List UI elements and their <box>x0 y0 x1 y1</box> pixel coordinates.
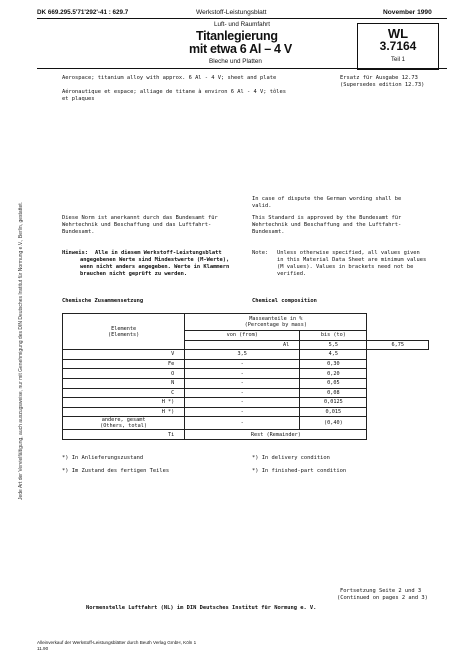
note-de-line-1: Alle in diesem Werkstoff-Leistungsblatt <box>95 250 222 256</box>
approval-en-line-1: This Standard is approved by the Bundesamt für <box>252 215 402 221</box>
table-row-titanium <box>63 430 429 440</box>
from-cell: - <box>185 407 300 417</box>
note-en-label: Note: <box>252 250 269 256</box>
chemistry-heading-de: Chemische Zusammensetzung <box>62 298 144 304</box>
footnote-de-2: *) Im Zustand des fertigen Teiles <box>62 468 170 474</box>
title-line-2: mit etwa 6 Al – 4 V <box>189 42 292 56</box>
table-row <box>63 369 429 379</box>
footer-sales-note: Alleinverkauf der Werkstoff-Leistungsblätter durch Beuth Verlag GmbH, Köln 1 <box>37 640 197 645</box>
approval-de-line-2: Wehrtechnik und Beschaffung und das Luftfahrt- <box>62 222 212 228</box>
from-cell: - <box>185 398 300 408</box>
element-cell: Al <box>185 340 300 350</box>
wl-number-box <box>357 23 439 70</box>
to-cell-others: (0,40) <box>300 417 367 430</box>
copyright-sidebar <box>6 100 46 500</box>
dk-number: DK 669.295.5'71'292'-41 : 629.7 <box>37 9 129 16</box>
english-title: Aerospace; titanium alloy with approx. 6 Al - 4 V; sheet and plate <box>62 75 277 81</box>
footer-code: 11.90 <box>37 646 49 651</box>
dispute-clause-line-1: In case of dispute the German wording shall be <box>252 196 402 202</box>
note-de-label: Hinweis: <box>62 250 88 256</box>
continued-de: Fortsetzung Seite 2 und 3 <box>340 588 422 594</box>
issue-date: November 1990 <box>383 9 432 16</box>
element-cell: Fe <box>63 359 185 369</box>
element-cell: N <box>63 378 185 388</box>
note-de-line-3: wenn nicht anders angegeben. Werte in Klammern <box>80 264 230 270</box>
wl-number: 3.7164 <box>379 39 417 53</box>
from-cell: - <box>185 388 300 398</box>
dispute-clause-line-2: valid. <box>252 203 272 209</box>
category-label: Luft- und Raumfahrt <box>214 21 271 28</box>
note-en-line-3: (M values). Values in brackets need not be <box>277 264 414 270</box>
footnote-en-2: *) In finished-part condition <box>252 468 347 474</box>
approval-de-line-3: Bundesamt. <box>62 229 95 235</box>
to-cell: 6,75 <box>367 340 429 350</box>
header-elements-de: Elemente <box>111 325 137 332</box>
from-cell-others: - <box>185 417 300 430</box>
document-type: Werkstoff-Leistungsblatt <box>196 9 267 16</box>
chemistry-heading-en: Chemical composition <box>252 298 317 304</box>
footnote-en-1: *) In delivery condition <box>252 455 330 461</box>
to-cell: 0,05 <box>300 378 367 388</box>
from-cell: - <box>185 359 300 369</box>
table-row <box>63 388 429 398</box>
from-cell: 5,5 <box>300 340 367 350</box>
to-cell: 0,30 <box>300 359 367 369</box>
from-cell: 3,5 <box>185 350 300 360</box>
remainder-cell: Rest (Remainder) <box>185 430 367 440</box>
element-cell: C <box>63 388 185 398</box>
continued-en: (Continued on pages 2 and 3) <box>337 595 428 601</box>
copyright-sidebar-text: Jede Art der Vervielfältigung, auch auszugsweise, nur mit Genehmigung des DIN Deutsches Institut für Normung e.V., Berlin, gestattet. <box>18 201 24 500</box>
to-cell: 0,08 <box>300 388 367 398</box>
header-mass-fraction <box>185 314 367 331</box>
table-row-others <box>63 417 429 430</box>
header-top-rule <box>37 18 447 19</box>
replaces-edition-en: (Supersedes edition 12.73) <box>340 82 425 88</box>
french-title-line-1: Aéronautique et espace; alliage de titane à environ 6 Al - 4 V; tôles <box>62 89 286 95</box>
to-cell: 4,5 <box>300 350 367 360</box>
approval-de-line-1: Diese Norm ist anerkannt durch das Bundesamt für <box>62 215 218 221</box>
approval-en-line-3: Bundesamt. <box>252 229 285 235</box>
note-en-line-4: verified. <box>277 271 307 277</box>
to-cell: 0,015 <box>300 407 367 417</box>
header-elements <box>63 314 185 350</box>
to-cell: 0,0125 <box>300 398 367 408</box>
from-cell: - <box>185 378 300 388</box>
approval-en-line-2: Wehrtechnik und Beschaffung and the Luftfahrt- <box>252 222 402 228</box>
element-cell-others <box>63 417 185 430</box>
replaces-edition-de: Ersatz für Ausgabe 12.73 <box>340 75 418 81</box>
table-row <box>63 378 429 388</box>
element-cell: H *) <box>63 398 185 408</box>
footnote-de-1: *) In Anlieferungszustand <box>62 455 144 461</box>
french-title-line-2: et plaques <box>62 96 95 102</box>
table-row <box>63 359 429 369</box>
note-en-line-1: Unless otherwise specified, all values given <box>277 250 420 256</box>
note-de-line-4: brauchen nicht geprüft zu werden. <box>80 271 188 277</box>
title-line-1: Titanlegierung <box>196 29 278 43</box>
table-row <box>63 398 429 408</box>
to-cell: 0,20 <box>300 369 367 379</box>
header-bottom-rule <box>37 68 447 69</box>
others-label-de: andere, gesamt <box>101 417 146 424</box>
part-number: Teil 1 <box>390 57 405 63</box>
header-mass-de: Masseanteile in % <box>249 316 303 322</box>
normenstelle: Normenstelle Luftfahrt (NL) im DIN Deutsches Institut für Normung e. V. <box>86 605 317 611</box>
table-row <box>63 350 429 360</box>
from-cell: - <box>185 369 300 379</box>
header-to: bis (to) <box>300 331 367 341</box>
element-cell: H *) <box>63 407 185 417</box>
element-cell: V <box>63 350 185 360</box>
element-cell-titanium: Ti <box>63 430 185 440</box>
header-from: von (from) <box>185 331 300 341</box>
element-cell: O <box>63 369 185 379</box>
note-de-line-2: angegebenen Werte sind Mindestwerte (M-Werte), <box>80 257 230 263</box>
wl-label: WL <box>387 26 409 41</box>
header-mass-en: (Percentage by mass) <box>244 322 308 328</box>
title-subtitle: Bleche und Platten <box>209 58 262 65</box>
table-row <box>63 407 429 417</box>
note-en-line-2: in this Material Data Sheet are minimum values <box>277 257 427 263</box>
others-label-en: (Others, total) <box>100 423 148 430</box>
chemical-composition-table <box>62 313 429 440</box>
header-elements-en: (Elements) <box>107 331 140 338</box>
table-header-row <box>63 314 429 331</box>
